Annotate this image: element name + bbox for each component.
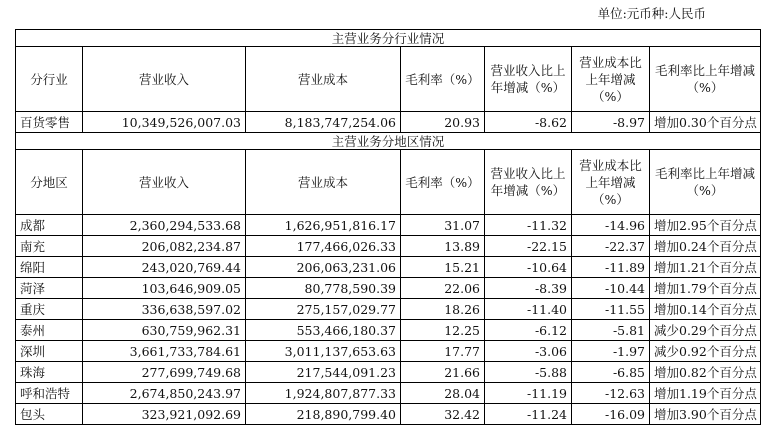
- table-cell: -6.12: [485, 320, 572, 341]
- table-cell: -11.24: [485, 404, 572, 425]
- column-header: 营业收入: [83, 150, 246, 215]
- table-cell: 218,890,799.40: [246, 404, 401, 425]
- section-title: 主营业务分地区情况: [16, 133, 761, 150]
- table-row: [16, 278, 761, 299]
- table-cell: 重庆: [16, 299, 83, 320]
- table-cell: 增加1.21个百分点: [650, 257, 761, 278]
- table-row: [16, 112, 761, 133]
- column-header: 营业收入: [83, 47, 246, 112]
- table-cell: -8.62: [485, 112, 572, 133]
- table-row: [16, 236, 761, 257]
- unit-label: 单位:元币种:人民币: [597, 6, 706, 21]
- table-cell: -14.96: [572, 215, 650, 236]
- table-cell: -22.37: [572, 236, 650, 257]
- table-cell: -6.85: [572, 362, 650, 383]
- table-cell: 1,924,807,877.33: [246, 383, 401, 404]
- column-header: 营业成本: [246, 150, 401, 215]
- table-cell: 1,626,951,816.17: [246, 215, 401, 236]
- main-business-table: [15, 29, 761, 425]
- table-cell: 菏泽: [16, 278, 83, 299]
- table-cell: 80,778,590.39: [246, 278, 401, 299]
- table-cell: -5.88: [485, 362, 572, 383]
- table-cell: 31.07: [401, 215, 485, 236]
- table-cell: 增加0.82个百分点: [650, 362, 761, 383]
- section-title-row: [16, 30, 761, 47]
- table-cell: 28.04: [401, 383, 485, 404]
- table-cell: 32.42: [401, 404, 485, 425]
- table-cell: -5.81: [572, 320, 650, 341]
- table-cell: 增加2.95个百分点: [650, 215, 761, 236]
- table-cell: 277,699,749.68: [83, 362, 246, 383]
- column-header: 毛利率（%）: [401, 47, 485, 112]
- table-cell: 3,661,733,784.61: [83, 341, 246, 362]
- table-cell: 553,466,180.37: [246, 320, 401, 341]
- table-cell: 增加3.90个百分点: [650, 404, 761, 425]
- table-cell: 包头: [16, 404, 83, 425]
- table-cell: 21.66: [401, 362, 485, 383]
- column-header: 毛利率比上年增减（%）: [650, 47, 761, 112]
- table-cell: 珠海: [16, 362, 83, 383]
- table-cell: 22.06: [401, 278, 485, 299]
- column-header: 分行业: [16, 47, 83, 112]
- table-cell: 呼和浩特: [16, 383, 83, 404]
- table-cell: 增加0.14个百分点: [650, 299, 761, 320]
- table-body: [16, 30, 761, 425]
- table-cell: 103,646,909.05: [83, 278, 246, 299]
- table-cell: 15.21: [401, 257, 485, 278]
- table-cell: 减少0.92个百分点: [650, 341, 761, 362]
- table-cell: 增加1.79个百分点: [650, 278, 761, 299]
- table-cell: -16.09: [572, 404, 650, 425]
- table-row: [16, 215, 761, 236]
- table-cell: 177,466,026.33: [246, 236, 401, 257]
- table-row: [16, 383, 761, 404]
- table-cell: -3.06: [485, 341, 572, 362]
- table-cell: 增加0.30个百分点: [650, 112, 761, 133]
- table-cell: 17.77: [401, 341, 485, 362]
- table-cell: 增加1.19个百分点: [650, 383, 761, 404]
- table-cell: 绵阳: [16, 257, 83, 278]
- table-cell: 增加0.24个百分点: [650, 236, 761, 257]
- table-row: [16, 257, 761, 278]
- table-cell: -10.44: [572, 278, 650, 299]
- table-cell: 3,011,137,653.63: [246, 341, 401, 362]
- column-header: 营业收入比上年增减（%）: [485, 47, 572, 112]
- table-cell: -8.97: [572, 112, 650, 133]
- table-cell: 成都: [16, 215, 83, 236]
- table-row: [16, 404, 761, 425]
- column-header: 营业收入比上年增减（%）: [485, 150, 572, 215]
- table-row: [16, 341, 761, 362]
- table-row: [16, 299, 761, 320]
- table-cell: -11.40: [485, 299, 572, 320]
- table-cell: 18.26: [401, 299, 485, 320]
- table-cell: 减少0.29个百分点: [650, 320, 761, 341]
- table-cell: -22.15: [485, 236, 572, 257]
- table-cell: -11.89: [572, 257, 650, 278]
- table-cell: 323,921,092.69: [83, 404, 246, 425]
- table-cell: 10,349,526,007.03: [83, 112, 246, 133]
- table-cell: 217,544,091.23: [246, 362, 401, 383]
- table-cell: 13.89: [401, 236, 485, 257]
- column-header: 毛利率（%）: [401, 150, 485, 215]
- table-cell: 243,020,769.44: [83, 257, 246, 278]
- table-cell: 12.25: [401, 320, 485, 341]
- section-title: 主营业务分行业情况: [16, 30, 761, 47]
- table-cell: 206,082,234.87: [83, 236, 246, 257]
- table-cell: 336,638,597.02: [83, 299, 246, 320]
- table-cell: 泰州: [16, 320, 83, 341]
- table-row: [16, 320, 761, 341]
- table-cell: 百货零售: [16, 112, 83, 133]
- column-header: 营业成本比上年增减（%）: [572, 47, 650, 112]
- header-row: [16, 150, 761, 215]
- table-row: [16, 362, 761, 383]
- table-cell: 深圳: [16, 341, 83, 362]
- table-cell: -12.63: [572, 383, 650, 404]
- header-row: [16, 47, 761, 112]
- table-cell: 630,759,962.31: [83, 320, 246, 341]
- table-cell: 南充: [16, 236, 83, 257]
- table-cell: 206,063,231.06: [246, 257, 401, 278]
- table-cell: 275,157,029.77: [246, 299, 401, 320]
- column-header: 毛利率比上年增减（%）: [650, 150, 761, 215]
- table-cell: -11.19: [485, 383, 572, 404]
- column-header: 分地区: [16, 150, 83, 215]
- table-cell: -10.64: [485, 257, 572, 278]
- table-cell: 8,183,747,254.06: [246, 112, 401, 133]
- table-cell: -8.39: [485, 278, 572, 299]
- table-cell: 2,674,850,243.97: [83, 383, 246, 404]
- column-header: 营业成本比上年增减（%）: [572, 150, 650, 215]
- section-title-row: [16, 133, 761, 150]
- column-header: 营业成本: [246, 47, 401, 112]
- table-cell: -11.32: [485, 215, 572, 236]
- table-cell: -11.55: [572, 299, 650, 320]
- table-cell: 20.93: [401, 112, 485, 133]
- table-cell: 2,360,294,533.68: [83, 215, 246, 236]
- table-cell: -1.97: [572, 341, 650, 362]
